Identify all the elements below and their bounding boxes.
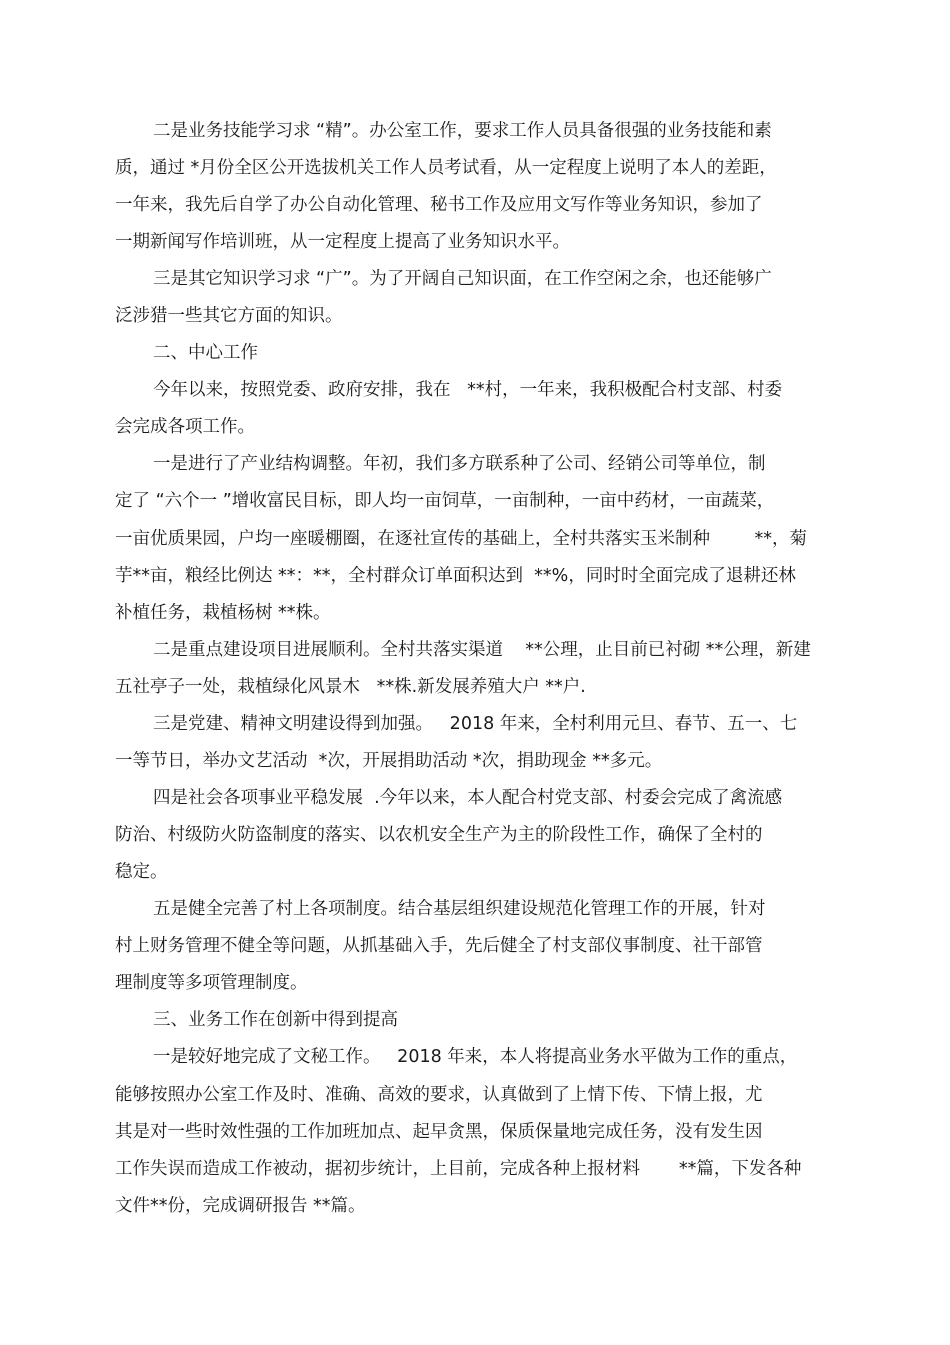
text-line: 工作失误而造成工作被动，据初步统计，上目前，完成各种上报材料 **篇，下发各种 [115,1159,802,1179]
text-line: 会完成各项工作。 [115,417,255,437]
text-line: 稳定。 [115,862,168,882]
text-line: 一期新闻写作培训班，从一定程度上提高了业务知识水平。 [115,232,570,252]
text-line: 一年来，我先后自学了办公自动化管理、秘书工作及应用文写作等业务知识，参加了 [115,195,763,215]
text-line: 能够按照办公室工作及时、准确、高效的要求，认真做到了上情下传、下情上报，尤 [115,1085,763,1105]
text-line: 泛涉猎一些其它方面的知识。 [115,306,343,326]
text-line: 质，通过 *月份全区公开选拔机关工作人员考试看，从一定程度上说明了本人的差距， [115,158,777,178]
text-line: 五社亭子一处，栽植绿化风景木 **株.新发展养殖大户 **户. [115,677,586,697]
text-line: 一是进行了产业结构调整。年初，我们多方联系种了公司、经销公司等单位，制 [153,454,766,474]
text-line: 定了 “六个一 ”增收富民目标，即人均一亩饲草，一亩制种，一亩中药材，一亩蔬菜， [115,491,775,511]
text-line: 五是健全完善了村上各项制度。结合基层组织建设规范化管理工作的开展，针对 [153,899,766,919]
text-line: 二是重点建设项目进展顺利。全村共落实渠道 **公理，止目前已衬砌 **公理，新建 [153,640,811,660]
text-line: 防治、村级防火防盗制度的落实、以农机安全生产为主的阶段性工作，确保了全村的 [115,825,763,845]
text-line: 文件**份，完成调研报告 **篇。 [115,1196,366,1216]
text-line: 一等节日，举办文艺活动 *次，开展捐助活动 *次，捐助现金 **多元。 [115,751,663,771]
text-line: 三是其它知识学习求 “广”。为了开阔自己知识面，在工作空闲之余，也还能够广 [153,269,772,289]
text-line: 理制度等多项管理制度。 [115,973,308,993]
text-line: 今年以来，按照党委、政府安排，我在 **村，一年来，我积极配合村支部、村委 [153,380,783,400]
text-line: 村上财务管理不健全等问题，从抓基础入手，先后健全了村支部仪事制度、社干部管 [115,936,763,956]
text-line: 一是较好地完成了文秘工作。 2018 年来，本人将提高业务水平做为工作的重点， [153,1047,798,1067]
text-line: 芋**亩，粮经比例达 **：**，全村群众订单面积达到 **%，同时时全面完成了退耕还林 [115,566,796,586]
text-line: 四是社会各项事业平稳发展 .今年以来，本人配合村党支部、村委会完成了禽流感 [153,788,783,808]
text-line: 三是党建、精神文明建设得到加强。 2018 年来，全村利用元旦、春节、五一、七 [153,714,798,734]
text-line: 补植任务，栽植杨树 **株。 [115,603,331,623]
text-line: 其是对一些时效性强的工作加班加点、起早贪黑，保质保量地完成任务，没有发生因 [115,1122,763,1142]
section-heading: 二、中心工作 [153,343,258,363]
text-line: 一亩优质果园，户均一座暖棚圈，在逐社宣传的基础上，全村共落实玉米制种 **，菊 [115,529,807,549]
text-line: 二是业务技能学习求 “精”。办公室工作，要求工作人员具备很强的业务技能和素 [153,121,772,141]
section-heading: 三、业务工作在创新中得到提高 [153,1010,398,1030]
